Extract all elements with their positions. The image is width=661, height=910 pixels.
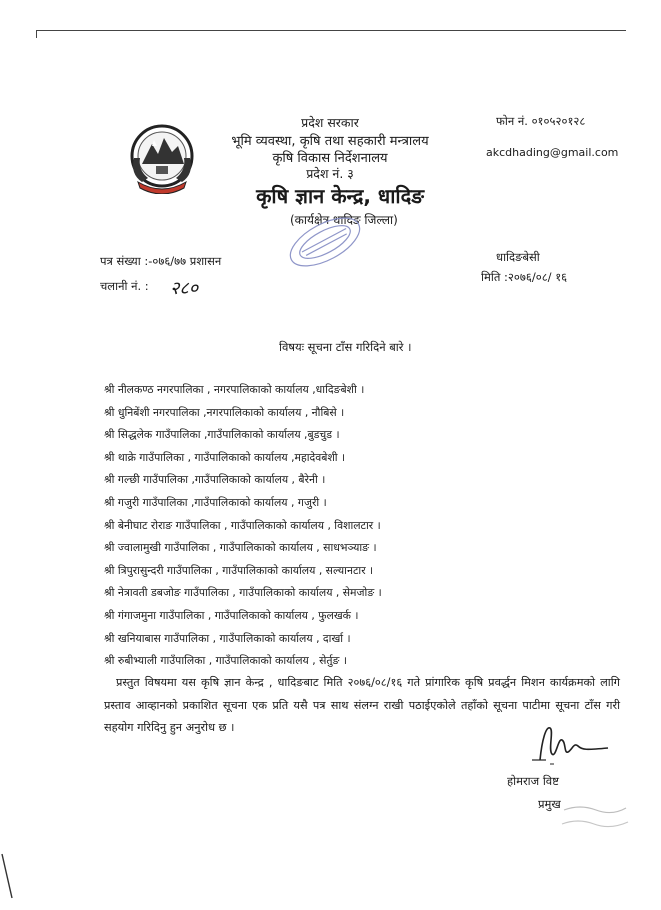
email-address: akcdhading@gmail.com: [486, 146, 619, 159]
recipient-item: श्री गल्छी गाउँपालिका ,गाउँपालिकाको कार्यालय , बैरेनी ।: [104, 473, 326, 487]
location: धादिङबेसी: [496, 250, 540, 264]
subject-line: विषयः सूचना टाँस गरिदिने बारे ।: [279, 340, 412, 354]
ministry-name: भूमि व्यवस्था, कृषि तथा सहकारी मन्त्रालय: [231, 134, 429, 149]
recipient-item: श्री बेनीघाट रोराङ गाउँपालिका , गाउँपालिकाको कार्यालय , विशालटार ।: [104, 518, 381, 532]
gov-level: प्रदेश सरकार: [301, 115, 359, 130]
faint-stamp-icon: [560, 800, 630, 840]
recipient-item: श्री गंगाजमुना गाउँपालिका , गाउँपालिकाको कार्यालय , फुलखर्क ।: [104, 608, 359, 622]
dispatch-number: २८०: [170, 278, 199, 299]
recipient-list: [104, 382, 382, 676]
page-edge-mark: [0, 852, 20, 902]
dispatch-label: चलानी नं. :: [100, 279, 149, 293]
recipient-item: श्री खनियाबास गाउँपालिका , गाउँपालिकाको कार्यालय , दार्खा ।: [104, 631, 351, 645]
corner-mark: [36, 30, 37, 38]
recipient-item: श्री गजुरी गाउँपालिका ,गाउँपालिकाको कार्यालय , गजुरी ।: [104, 495, 327, 509]
recipient-item: श्री थाक्रे गाउँपालिका , गाउँपालिकाको कार्यालय ,महादेवबेशी ।: [104, 450, 346, 464]
recipient-item: श्री धुनिबेंशी नगरपालिका ,नगरपालिकाको कार्यालय , नौबिसे ।: [104, 405, 345, 419]
phone-number: फोन नं. ०१०५२०१२८: [496, 114, 586, 128]
recipient-item: श्री त्रिपुरासुन्दरी गाउँपालिका , गाउँपालिकाको कार्यालय , सल्यानटार ।: [104, 563, 374, 577]
recipient-item: श्री सिद्धलेक गाउँपालिका ,गाउँपालिकाको कार्यालय ,बुडचुड ।: [104, 428, 340, 442]
recipient-item: श्री नीलकण्ठ नगरपालिका , नगरपालिकाको कार्यालय ,धादिङबेशी ।: [104, 383, 365, 396]
signature-icon: [512, 720, 612, 766]
work-area: (कार्यक्षेत्र धादिङ जिल्ला): [290, 213, 398, 227]
province-name: प्रदेश नं. ३: [306, 166, 354, 181]
directorate-name: कृषि विकास निर्देशनालय: [272, 151, 388, 166]
signatory-name: होमराज विष्ट: [507, 774, 559, 788]
top-rule: [36, 30, 626, 31]
nepal-emblem-icon: [128, 122, 196, 194]
recipient-item: श्री नेत्रावती डबजोङ गाउँपालिका , गाउँपालिकाको कार्यालय , सेमजोङ ।: [104, 586, 382, 600]
body-paragraph: प्रस्तुत विषयमा यस कृषि ज्ञान केन्द्र , धादिङबाट मिति २०७६/०८/१६ गते प्रांगारिक कृषि प्रवर्द्धन मिशन कार्यक्रमको लागि प्रस्ताव आव्हानको प्रकाशित सूचना एक प्रति यसै पत्र साथ संलग्न राखी पठाईएकोले तहाँको सूचना पाटीमा सूचना टाँस गरी सहयोग गरिदिनु हुन अनुरोध छ ।: [104, 676, 620, 734]
office-stamp-icon: [282, 214, 368, 270]
reference-number: पत्र संख्या :-०७६/७७ प्रशासन: [100, 254, 222, 268]
office-name: कृषि ज्ञान केन्द्र, धादिङ: [256, 184, 424, 208]
recipient-item: श्री ज्वालामुखी गाउँपालिका , गाउँपालिकाको कार्यालय , साधभञ्याङ ।: [104, 541, 377, 555]
recipient-item: श्री रुबीभ्याली गाउँपालिका , गाउँपालिकाको कार्यालय , सेर्तुङ ।: [104, 654, 347, 668]
letter-date: मिति :२०७६/०८/ १६: [481, 270, 568, 284]
signatory-title: प्रमुख: [538, 797, 561, 811]
